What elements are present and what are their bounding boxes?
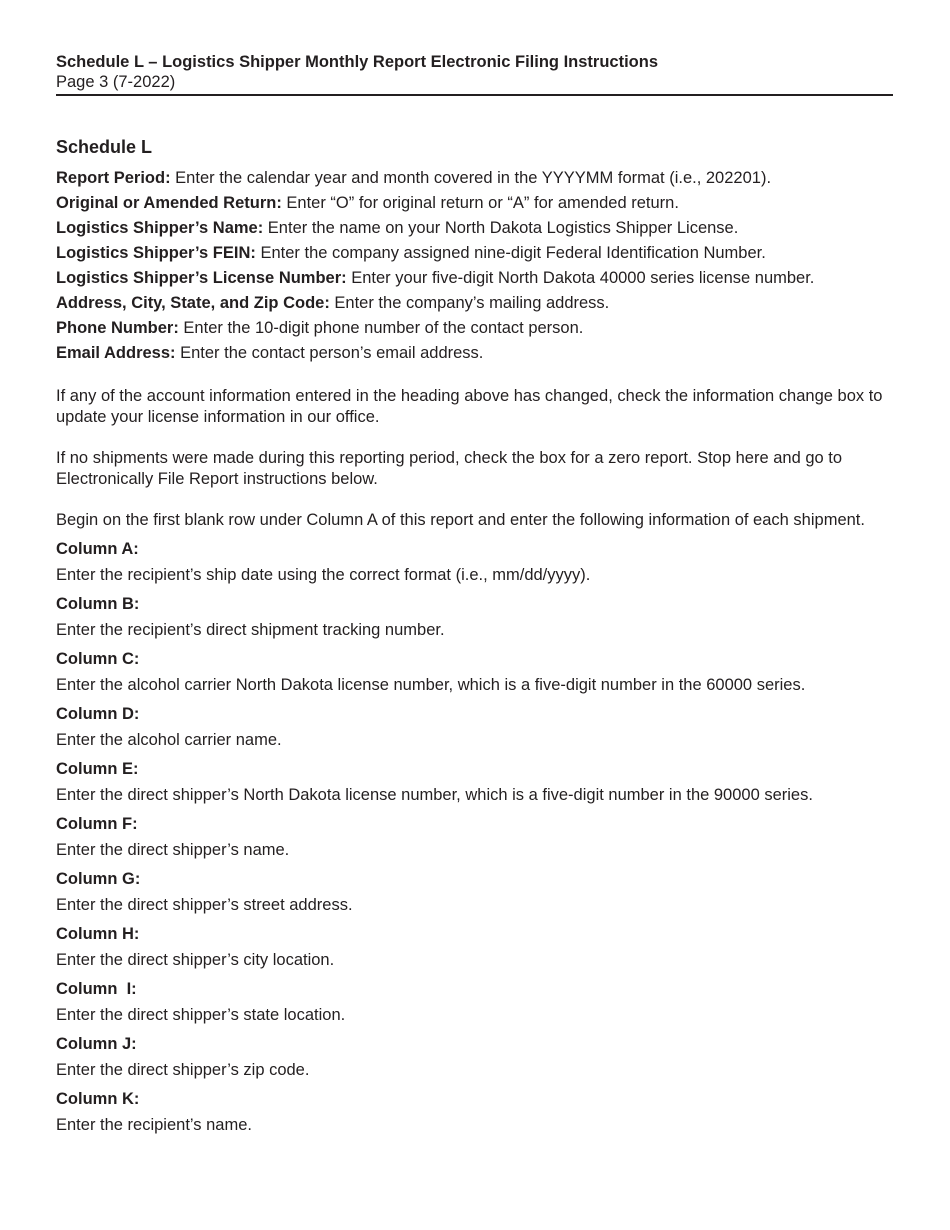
column-label: Column K: [56, 1090, 140, 1108]
column-b [56, 594, 896, 641]
field-report-period [56, 166, 896, 191]
field-phone-number [56, 316, 896, 341]
field-text: Enter the name on your North Dakota Logistics Shipper License. [263, 219, 739, 237]
column-label: Column H: [56, 925, 140, 943]
field-text: Enter the 10-digit phone number of the contact person. [178, 319, 584, 337]
column-description: Enter the recipient’s ship date using the correct format (i.e., mm/dd/yyyy). [56, 566, 591, 584]
column-label: Column A: [56, 540, 139, 558]
column-a [56, 539, 896, 586]
field-address [56, 291, 896, 316]
field-text: Enter “O” for original return or “A” for amended return. [281, 194, 679, 212]
paragraph-info-change: If any of the account information entered in the heading above has changed, check the information change box to update your license information in our office. [56, 387, 883, 426]
column-j [56, 1034, 896, 1081]
column-description: Enter the direct shipper’s street address. [56, 896, 353, 914]
field-label: Logistics Shipper’s Name: [56, 219, 264, 237]
column-d [56, 704, 896, 751]
field-text: Enter the company’s mailing address. [329, 294, 610, 312]
field-label: Logistics Shipper’s License Number: [56, 269, 347, 287]
field-text: Enter the calendar year and month covered in the YYYYMM format (i.e., 202201). [170, 169, 772, 187]
section-title: Schedule L [56, 137, 153, 157]
column-description: Enter the direct shipper’s zip code. [56, 1061, 310, 1079]
column-h [56, 924, 896, 971]
column-label: Column B: [56, 595, 140, 613]
column-description: Enter the direct shipper’s city location. [56, 951, 335, 969]
field-label: Logistics Shipper’s FEIN: [56, 244, 256, 262]
column-description: Enter the direct shipper’s North Dakota license number, which is a five-digit number in the 90000 series. [56, 786, 813, 804]
column-label: Column D: [56, 705, 140, 723]
page-header [56, 52, 893, 96]
column-description: Enter the recipient’s direct shipment tracking number. [56, 621, 445, 639]
column-description: Enter the direct shipper’s state location. [56, 1006, 346, 1024]
field-label: Report Period: [56, 169, 171, 187]
column-description: Enter the direct shipper’s name. [56, 841, 290, 859]
paragraph-zero-report: If no shipments were made during this reporting period, check the box for a zero report. Stop here and go to Electronically File Report instructions below. [56, 449, 843, 488]
column-label: Column E: [56, 760, 139, 778]
field-license-number [56, 266, 896, 291]
column-g [56, 869, 896, 916]
column-i [56, 979, 896, 1026]
column-label: Column I: [56, 980, 137, 998]
column-description: Enter the alcohol carrier name. [56, 731, 282, 749]
column-c [56, 649, 896, 696]
instructions-body [56, 136, 896, 1136]
column-e [56, 759, 896, 806]
column-label: Column G: [56, 870, 141, 888]
field-label: Email Address: [56, 344, 176, 362]
column-description: Enter the alcohol carrier North Dakota license number, which is a five-digit number in the 60000 series. [56, 676, 806, 694]
header-title: Schedule L – Logistics Shipper Monthly Report Electronic Filing Instructions [56, 53, 659, 71]
column-list [56, 539, 896, 1136]
column-k [56, 1089, 896, 1136]
field-shipper-name [56, 216, 896, 241]
column-f [56, 814, 896, 861]
field-label: Address, City, State, and Zip Code: [56, 294, 330, 312]
field-text: Enter the company assigned nine-digit Federal Identification Number. [255, 244, 766, 262]
field-text: Enter the contact person’s email address. [175, 344, 484, 362]
field-label: Phone Number: [56, 319, 179, 337]
column-label: Column F: [56, 815, 138, 833]
header-page-number: Page 3 (7-2022) [56, 73, 176, 91]
field-shipper-fein [56, 241, 896, 266]
field-original-amended [56, 191, 896, 216]
field-list [56, 166, 896, 366]
column-label: Column J: [56, 1035, 137, 1053]
field-text: Enter your five-digit North Dakota 40000 series license number. [346, 269, 815, 287]
column-description: Enter the recipient’s name. [56, 1116, 252, 1134]
paragraph-begin: Begin on the first blank row under Column A of this report and enter the following information of each shipment. [56, 511, 865, 529]
field-label: Original or Amended Return: [56, 194, 282, 212]
column-label: Column C: [56, 650, 140, 668]
field-email-address [56, 341, 896, 366]
